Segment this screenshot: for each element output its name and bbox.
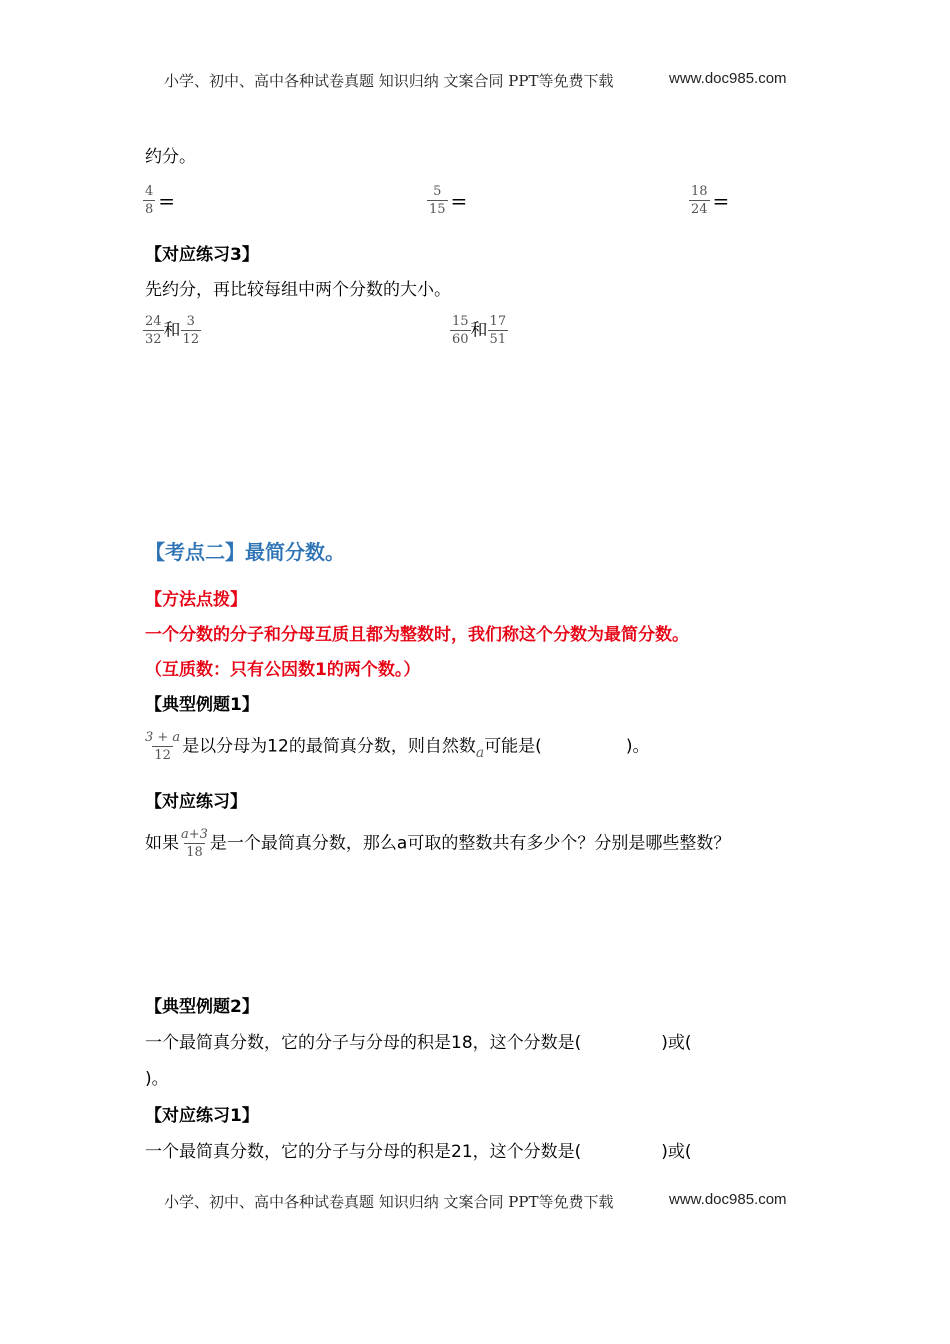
question-text: 如果 [145,833,179,854]
practice3-instruction: 先约分，再比较每组中两个分数的大小。 [145,280,451,300]
fraction [689,184,710,217]
variable-a: a [475,745,485,761]
numerator: 5 [433,184,442,199]
fraction [450,314,471,347]
practice1-title: 【对应练习1】 [145,1106,259,1126]
denominator: 60 [452,332,469,347]
method-definition: 一个分数的分子和分母互质且都为整数时，我们称这个分数为最简分数。 [145,625,689,645]
denominator: 51 [489,332,507,347]
fraction [143,184,155,217]
example2-question-end: )。 [145,1069,169,1089]
section-title: 【考点二】最简分数。 [145,540,345,564]
example2-title: 【典型例题2】 [145,997,259,1017]
header-url[interactable]: www.doc985.com [669,70,787,87]
footer-url[interactable]: www.doc985.com [669,1191,787,1208]
question-text: )或( [661,1033,692,1053]
practice3-title: 【对应练习3】 [145,245,259,265]
numerator: 4 [145,184,154,199]
footer-text: 小学、初中、高中各种试卷真题 知识归纳 文案合同 PPT等免费下载 [164,1193,614,1211]
equals-sign: = [450,188,468,213]
reduce-intro: 约分。 [145,147,196,167]
fraction-item-3 [689,184,729,217]
question-text: )或( [661,1142,692,1162]
fraction [427,184,448,217]
numerator: 17 [489,314,507,329]
denominator: 8 [145,202,154,217]
fraction [143,730,182,763]
numerator: 3 + a [145,730,181,745]
question-text: 一个最简真分数，它的分子与分母的积是21，这个分数是( [145,1142,582,1162]
example1-question [143,730,649,763]
fraction-item-1 [143,184,175,217]
fraction-item-2 [427,184,467,217]
example1-title: 【典型例题1】 [145,695,259,715]
fraction [181,314,202,347]
numerator: 18 [691,184,708,199]
practice1-question [145,1141,692,1163]
fraction [488,314,509,347]
denominator: 15 [429,202,446,217]
and-connector: 和 [470,320,488,341]
fraction [143,314,164,347]
question-text: 可能是( [484,736,542,757]
compare-pair-1 [143,314,201,347]
numerator: 15 [452,314,469,329]
header-text: 小学、初中、高中各种试卷真题 知识归纳 文案合同 PPT等免费下载 [164,72,614,90]
denominator: 32 [145,332,162,347]
method-title: 【方法点拨】 [145,590,247,610]
numerator: 3 [186,314,195,329]
denominator: 24 [691,202,708,217]
and-connector: 和 [163,320,181,341]
denominator: 12 [154,748,171,763]
method-note: （互质数：只有公因数1的两个数。） [145,660,421,680]
question-text: )。 [625,736,650,757]
numerator: a+3 [181,827,208,842]
question-text: 是以分母为12的最简真分数，则自然数 [182,736,476,757]
denominator: 12 [182,332,200,347]
question-text: 是一个最简真分数，那么a可取的整数共有多少个？分别是哪些整数？ [209,833,731,854]
equals-sign: = [712,188,730,213]
example2-question [145,1032,692,1054]
practice-question [145,827,730,860]
fraction [179,827,210,860]
practice-title: 【对应练习】 [145,792,247,812]
equals-sign: = [158,188,176,213]
question-text: 一个最简真分数，它的分子与分母的积是18，这个分数是( [145,1033,582,1053]
denominator: 18 [186,845,203,860]
compare-pair-2 [450,314,508,347]
numerator: 24 [145,314,162,329]
